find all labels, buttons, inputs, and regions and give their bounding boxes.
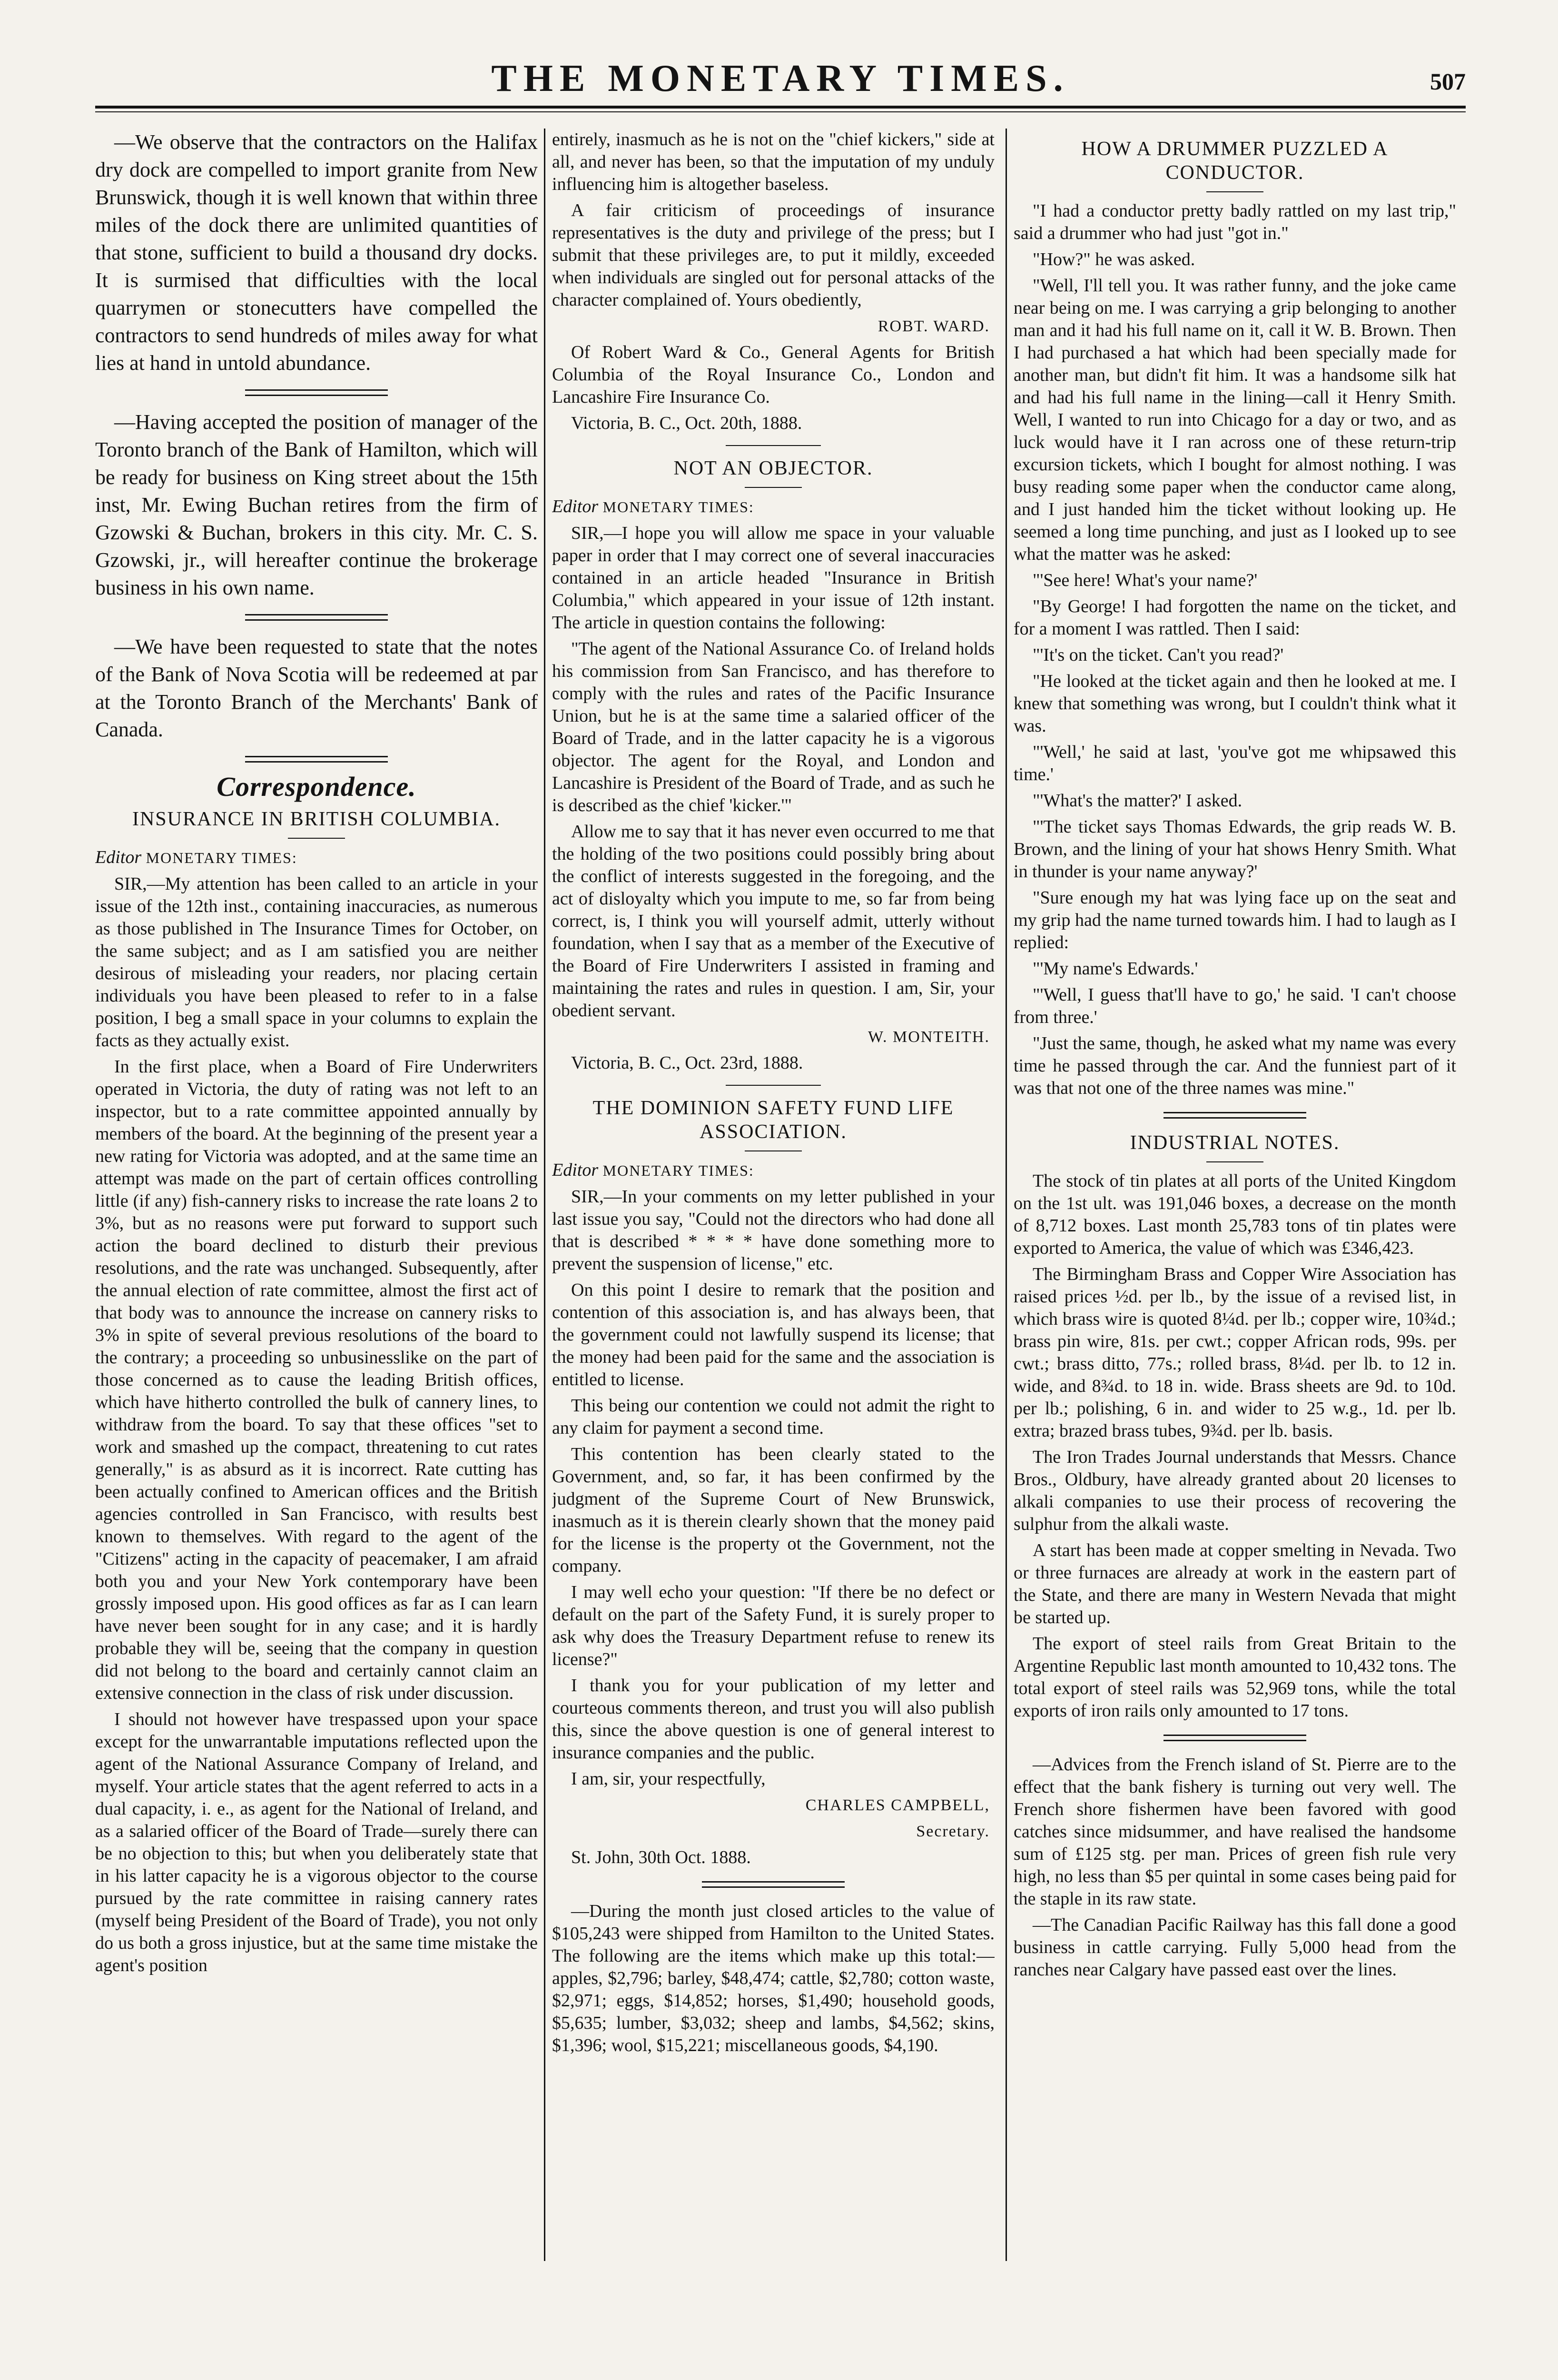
editor-salutation: Editor MONETARY TIMES:: [552, 496, 754, 516]
story-paragraph: "'Well,' he said at last, 'you've got me whipsawed this time.': [1014, 742, 1456, 784]
note-tin-plates: The stock of tin plates at all ports of the United Kingdom on the 1st ult. was 191,046 boxes, a decrease on the month of 8,712 boxes. Last month 25,783 tons of tin plates were exported to America, the value of which was £346,423.: [1014, 1171, 1456, 1258]
signature-charles-campbell: CHARLES CAMPBELL,: [805, 1796, 990, 1814]
story-paragraph: "'See here! What's your name?': [1033, 570, 1258, 590]
section-separator: [726, 1085, 821, 1086]
masthead: [95, 57, 1466, 105]
signature-w-monteith: W. MONTEITH.: [868, 1028, 990, 1046]
news-item-bank-of-hamilton: —Having accepted the position of manager of the Toronto branch of the Bank of Hamilton, which will be ready for business on King street about the 15th inst, Mr. Ewing Buchan retires from the firm of Gzowski & Buchan, brokers in this city. Mr. C. S. Gzowski, jr., will hereafter continue the brokerage business in his own name.: [95, 410, 538, 599]
article-heading-drummer: HOW A DRUMMER PUZZLED A CONDUCTOR.: [1081, 138, 1389, 184]
masthead-title: THE MONETARY TIMES.: [491, 58, 1070, 99]
note-steel-rails: The export of steel rails from Great Britain to the Argentine Republic last month amounted to 10,432 tons. The total export of steel rails was 52,969 tons, while the total exports of iron rails only amounted to 17 tons.: [1014, 1634, 1456, 1721]
column-divider-1: [544, 129, 545, 2261]
letter-paragraph: In the first place, when a Board of Fire Underwriters operated in Victoria, the duty of rating was not left to an inspector, but to a rate committee appointed annually by members of the board. At the beginning of the present year a new rating for Victoria was adopted, and at the same time an attempt was made on the part of certain offices controlling little (if any) fish-cannery risks to increase the rate loans 2 to 3%, but as no reasons were put forward to support such action the board declined to disturb their previous resolutions, and the rate was unchanged. Subsequently, after the annual election of rate committee, almost the first act of that body was to announce the increase on cannery risks to 3% in spite of several previous resolutions of the board to the contrary; a proceeding so unbusinesslike on the part of those concerned as to cause the leading British offices, which have hitherto controlled the bulk of cannery lines, to withdraw from the board. To say that these offices "set to work and smashed up the compact, threatening to cut rates generally," is as absurd as it is incorrect. Rate cutting has been actually confined to American offices and the British agencies controlled in San Francisco, with results best known to themselves. With regard to the agent of the "Citizens" acting in the capacity of peacemaker, I am afraid both you and your New York contemporary have been grossly imposed upon. His good offices as far as I can learn have never been sought for in any case; and it is hardly probable they will be, seeing that the company in question did not belong to the board and certainly cannot claim an extensive connection in the class of risk under discussion.: [95, 1057, 538, 1703]
letter-closing: I am, sir, your respectfully,: [571, 1769, 766, 1789]
news-item-hamilton-exports: —During the month just closed articles to the value of $105,243 were shipped from Hamilton to the United States. The following are the items which make up this total:—apples, $2,796; barley, $48,474; cattle, $2,780; cotton waste, $2,971; eggs, $14,852; horses, $1,490; household goods, $5,635; lumber, $3,032; sheep and lambs, $4,562; skins, $1,396; wool, $15,221; miscellaneous goods, $4,190.: [552, 1901, 995, 2055]
letter-paragraph: Allow me to say that it has never even occurred to me that the holding of the two positions could possibly bring about the conflict of interests suggested in the foregoing, and the act of disloyalty which you impute to me, so far from being correct, is, I think you will yourself admit, utterly without foundation, when I say that as a member of the Executive of the Board of Fire Underwriters I assisted in framing and maintaining the rates and rules in question. I am, Sir, your obedient servant.: [552, 822, 995, 1021]
heading-rule: [745, 487, 802, 488]
dateline: St. John, 30th Oct. 1888.: [571, 1847, 751, 1867]
letter-paragraph: I thank you for your publication of my letter and courteous comments thereon, and trust you will also publish this, since the above question is one of general interest to insurance companies and the public.: [552, 1676, 995, 1763]
section-separator: [726, 445, 821, 446]
editor-salutation: Editor MONETARY TIMES:: [95, 847, 297, 867]
story-paragraph: "'Well, I guess that'll have to go,' he said. 'I can't choose from three.': [1014, 985, 1456, 1027]
section-separator: [702, 1881, 845, 1888]
letter-paragraph: entirely, inasmuch as he is not on the "chief kickers," side at all, and never has been, so that the imputation of my unduly influencing him is altogether baseless.: [552, 129, 995, 194]
news-item-halifax-dry-dock: —We observe that the contractors on the Halifax dry dock are compelled to import granite from New Brunswick, though it is well known that within three miles of the dock there are unlimited quantities of that stone, sufficient to build a thousand dry docks. It is surmised that difficulties with the local quarrymen or stonecutters have compelled the contractors to send hundreds of miles away for what lies at hand in untold abundance.: [95, 130, 538, 375]
letter-paragraph: On this point I desire to remark that the position and contention of this association is, and has always been, that the government could not lawfully suspend its license; that the money had been paid for the same and the association is entitled to license.: [552, 1280, 995, 1389]
section-separator: [245, 614, 388, 621]
column-divider-2: [1006, 129, 1007, 2261]
signature-robt-ward: ROBT. WARD.: [878, 317, 990, 335]
section-separator: [1164, 1112, 1306, 1119]
letter-quotation: "The agent of the National Assurance Co. of Ireland holds his commission from San Francisco, and has therefore to comply with the rules and rates of the Pacific Insurance Union, but he is at the same time a salaried officer of the Board of Trade, and in the latter capacity he is a vigorous objector. The agent for the Royal, and London and Lancashire is President of the Board of Trade, and as such he is described as the chief 'kicker.'": [552, 639, 995, 815]
letter-paragraph: I may well echo your question: "If there be no defect or default on the part of the Safety Fund, it is surely proper to ask why does the Treasury Department refuse to renew its license?": [552, 1582, 995, 1669]
story-paragraph: "'It's on the ticket. Can't you read?': [1033, 645, 1284, 665]
heading-rule: [1206, 191, 1263, 192]
section-separator: [245, 756, 388, 763]
dateline: Victoria, B. C., Oct. 23rd, 1888.: [571, 1053, 803, 1073]
letter-paragraph: I should not however have trespassed upon your space except for the unwarrantable imputations reflected upon the agent of the National Assurance Company of Ireland, and myself. Your article states that the agent referred to acts in a dual capacity, i. e., as agent for the National of Ireland, and as a salaried officer of the Board of Trade—surely there can be no objection to this; but when you deliberately state that in his latter capacity he is a vigorous objector to the course pursued by the rate committee in raising cannery rates (myself being President of the Board of Trade), you not only do us both a gross injustice, but at the same time mistake the agent's position: [95, 1709, 538, 1975]
article-heading-not-an-objector: NOT AN OBJECTOR.: [673, 457, 873, 479]
article-heading-insurance-bc: INSURANCE IN BRITISH COLUMBIA.: [132, 808, 501, 830]
header-rule: [95, 106, 1466, 109]
header-rule-thin: [95, 111, 1466, 112]
letter-paragraph: This being our contention we could not admit the right to any claim for payment a second time.: [552, 1396, 995, 1438]
story-paragraph: "Well, I'll tell you. It was rather funny, and the joke came near being on me. I was carrying a grip belonging to another man and it had his full name on it, call it W. B. Brown. Then I had purchased a hat which had been specially made for another man, but didn't fit him. It was a handsome silk hat and had his full name in the lining—call it Henry Smith. Well, I wanted to run into Chicago for a day or two, and as luck would have it I ran across one of these return-trip excursion tickets, which I bought for almost nothing. I was busy reading some paper when the conductor came along, and I just handed him the ticket without looking up. He seemed a long time punching, and just as I looked up to see what the matter was he asked:: [1014, 276, 1456, 564]
story-paragraph: "By George! I had forgotten the name on the ticket, and for a moment I was rattled. Then I said:: [1014, 596, 1456, 639]
signature-title: Secretary.: [916, 1823, 990, 1840]
article-heading-industrial-notes: INDUSTRIAL NOTES.: [1130, 1132, 1340, 1154]
story-paragraph: "'What's the matter?' I asked.: [1033, 791, 1242, 811]
note-copper-smelting-nevada: A start has been made at copper smelting in Nevada. Two or three furnaces are already at work in the eastern part of the State, and there are many in Western Nevada that might be started up.: [1014, 1540, 1456, 1627]
news-item-canadian-pacific-cattle: —The Canadian Pacific Railway has this fall done a good business in cattle carrying. Fully 5,000 head from the ranches near Calgary have passed east over the lines.: [1014, 1915, 1456, 1980]
story-paragraph: "How?" he was asked.: [1033, 249, 1195, 269]
heading-rule: [288, 838, 345, 839]
letter-paragraph: SIR,—My attention has been called to an article in your issue of the 12th inst., containing inaccuracies, as numerous as those published in The Insurance Times for October, on the same subject; and as I am satisfied you are neither desirous of misleading your readers, nor placing certain individuals you have been pleased to refer to in a false position, I beg a small space in your columns to explain the facts as they actually exist.: [95, 874, 538, 1051]
article-heading-dominion-safety-fund: THE DOMINION SAFETY FUND LIFE ASSOCIATION.: [592, 1097, 954, 1143]
letter-paragraph: SIR,—In your comments on my letter published in your last issue you say, "Could not the directors who had done all that is described * * * * have done something more to prevent the suspension of license," etc.: [552, 1187, 995, 1274]
dateline: Victoria, B. C., Oct. 20th, 1888.: [571, 413, 802, 433]
column-1: [95, 129, 538, 2261]
page-number: 507: [1430, 68, 1466, 95]
editor-salutation: Editor MONETARY TIMES:: [552, 1160, 754, 1180]
heading-rule: [745, 1150, 802, 1151]
story-paragraph: "Just the same, though, he asked what my name was every time he passed through the car. And the funniest part of it was that not one of the three names was mine.": [1014, 1033, 1456, 1098]
story-paragraph: "'The ticket says Thomas Edwards, the grip reads W. B. Brown, and the lining of your hat shows Henry Smith. What in thunder is your name anyway?': [1014, 817, 1456, 882]
column-2: [552, 129, 995, 2261]
story-paragraph: "'My name's Edwards.': [1033, 959, 1198, 979]
news-item-st-pierre-fishery: —Advices from the French island of St. Pierre are to the effect that the bank fishery is turning out very well. The French shore fishermen have been favored with good catches since midsummer, and have realised the handsome sum of £125 stg. per man. Prices of green fish rule very high, no less than $5 per quintal in some cases being paid for the staple in its raw state.: [1014, 1755, 1456, 1909]
news-item-bank-of-nova-scotia: —We have been requested to state that the notes of the Bank of Nova Scotia will be redeemed at par at the Toronto Branch of the Merchants' Bank of Canada.: [95, 635, 538, 741]
section-separator: [1164, 1735, 1306, 1741]
story-paragraph: "I had a conductor pretty badly rattled on my last trip," said a drummer who had just "got in.": [1014, 201, 1456, 243]
letter-paragraph: This contention has been clearly stated to the Government, and, so far, it has been confirmed by the judgment of the Supreme Court of New Brunswick, inasmuch as it is therein clearly shown that the money paid for the license is the property ot the Government, not the company.: [552, 1444, 995, 1576]
section-title-correspondence: Correspondence.: [217, 771, 416, 802]
column-3: [1014, 129, 1456, 2261]
story-paragraph: "He looked at the ticket again and then he looked at me. I knew that something was wrong, but I couldn't think what it was.: [1014, 671, 1456, 736]
letter-paragraph: SIR,—I hope you will allow me space in your valuable paper in order that I may correct one of several inaccuracies contained in an article headed "Insurance in British Columbia," which appeared in your issue of 12th instant. The article in question contains the following:: [552, 523, 995, 633]
story-paragraph: "Sure enough my hat was lying face up on the seat and my grip had the name turned towards him. I had to laugh as I replied:: [1014, 888, 1456, 952]
section-separator: [245, 389, 388, 396]
note-iron-trades-journal: The Iron Trades Journal understands that Messrs. Chance Bros., Oldbury, have already granted about 20 licenses to alkali companies to use their process of recovering the sulphur from the alkali waste.: [1014, 1447, 1456, 1534]
letter-paragraph: A fair criticism of proceedings of insurance representatives is the duty and privilege of the press; but I submit that these privileges are, to put it mildly, exceeded when individuals are singled out for personal attacks of the character complained of. Yours obediently,: [552, 200, 995, 310]
note-brass-copper-wire: The Birmingham Brass and Copper Wire Association has raised prices ½d. per lb., by the issue of a revised list, in which brass wire is quoted 8¼d. per lb.; copper wire, 10¾d.; brass pin wire, 81s. per cwt.; copper African rods, 99s. per cwt.; brass ditto, 77s.; rolled brass, 8¼d. per lb. to 12 in. wide, and 8¾d. to 18 in. wide. Brass sheets are 9d. to 10d. per lb.; polishing, 6 in. and wider to 25 w.g., 1d. per lb. extra; brazed brass tubes, 9¾d. per lb. basis.: [1014, 1264, 1456, 1441]
letter-paragraph: Of Robert Ward & Co., General Agents for British Columbia of the Royal Insurance Co., London and Lancashire Fire Insurance Co.: [552, 342, 995, 407]
heading-rule: [1206, 1161, 1263, 1162]
